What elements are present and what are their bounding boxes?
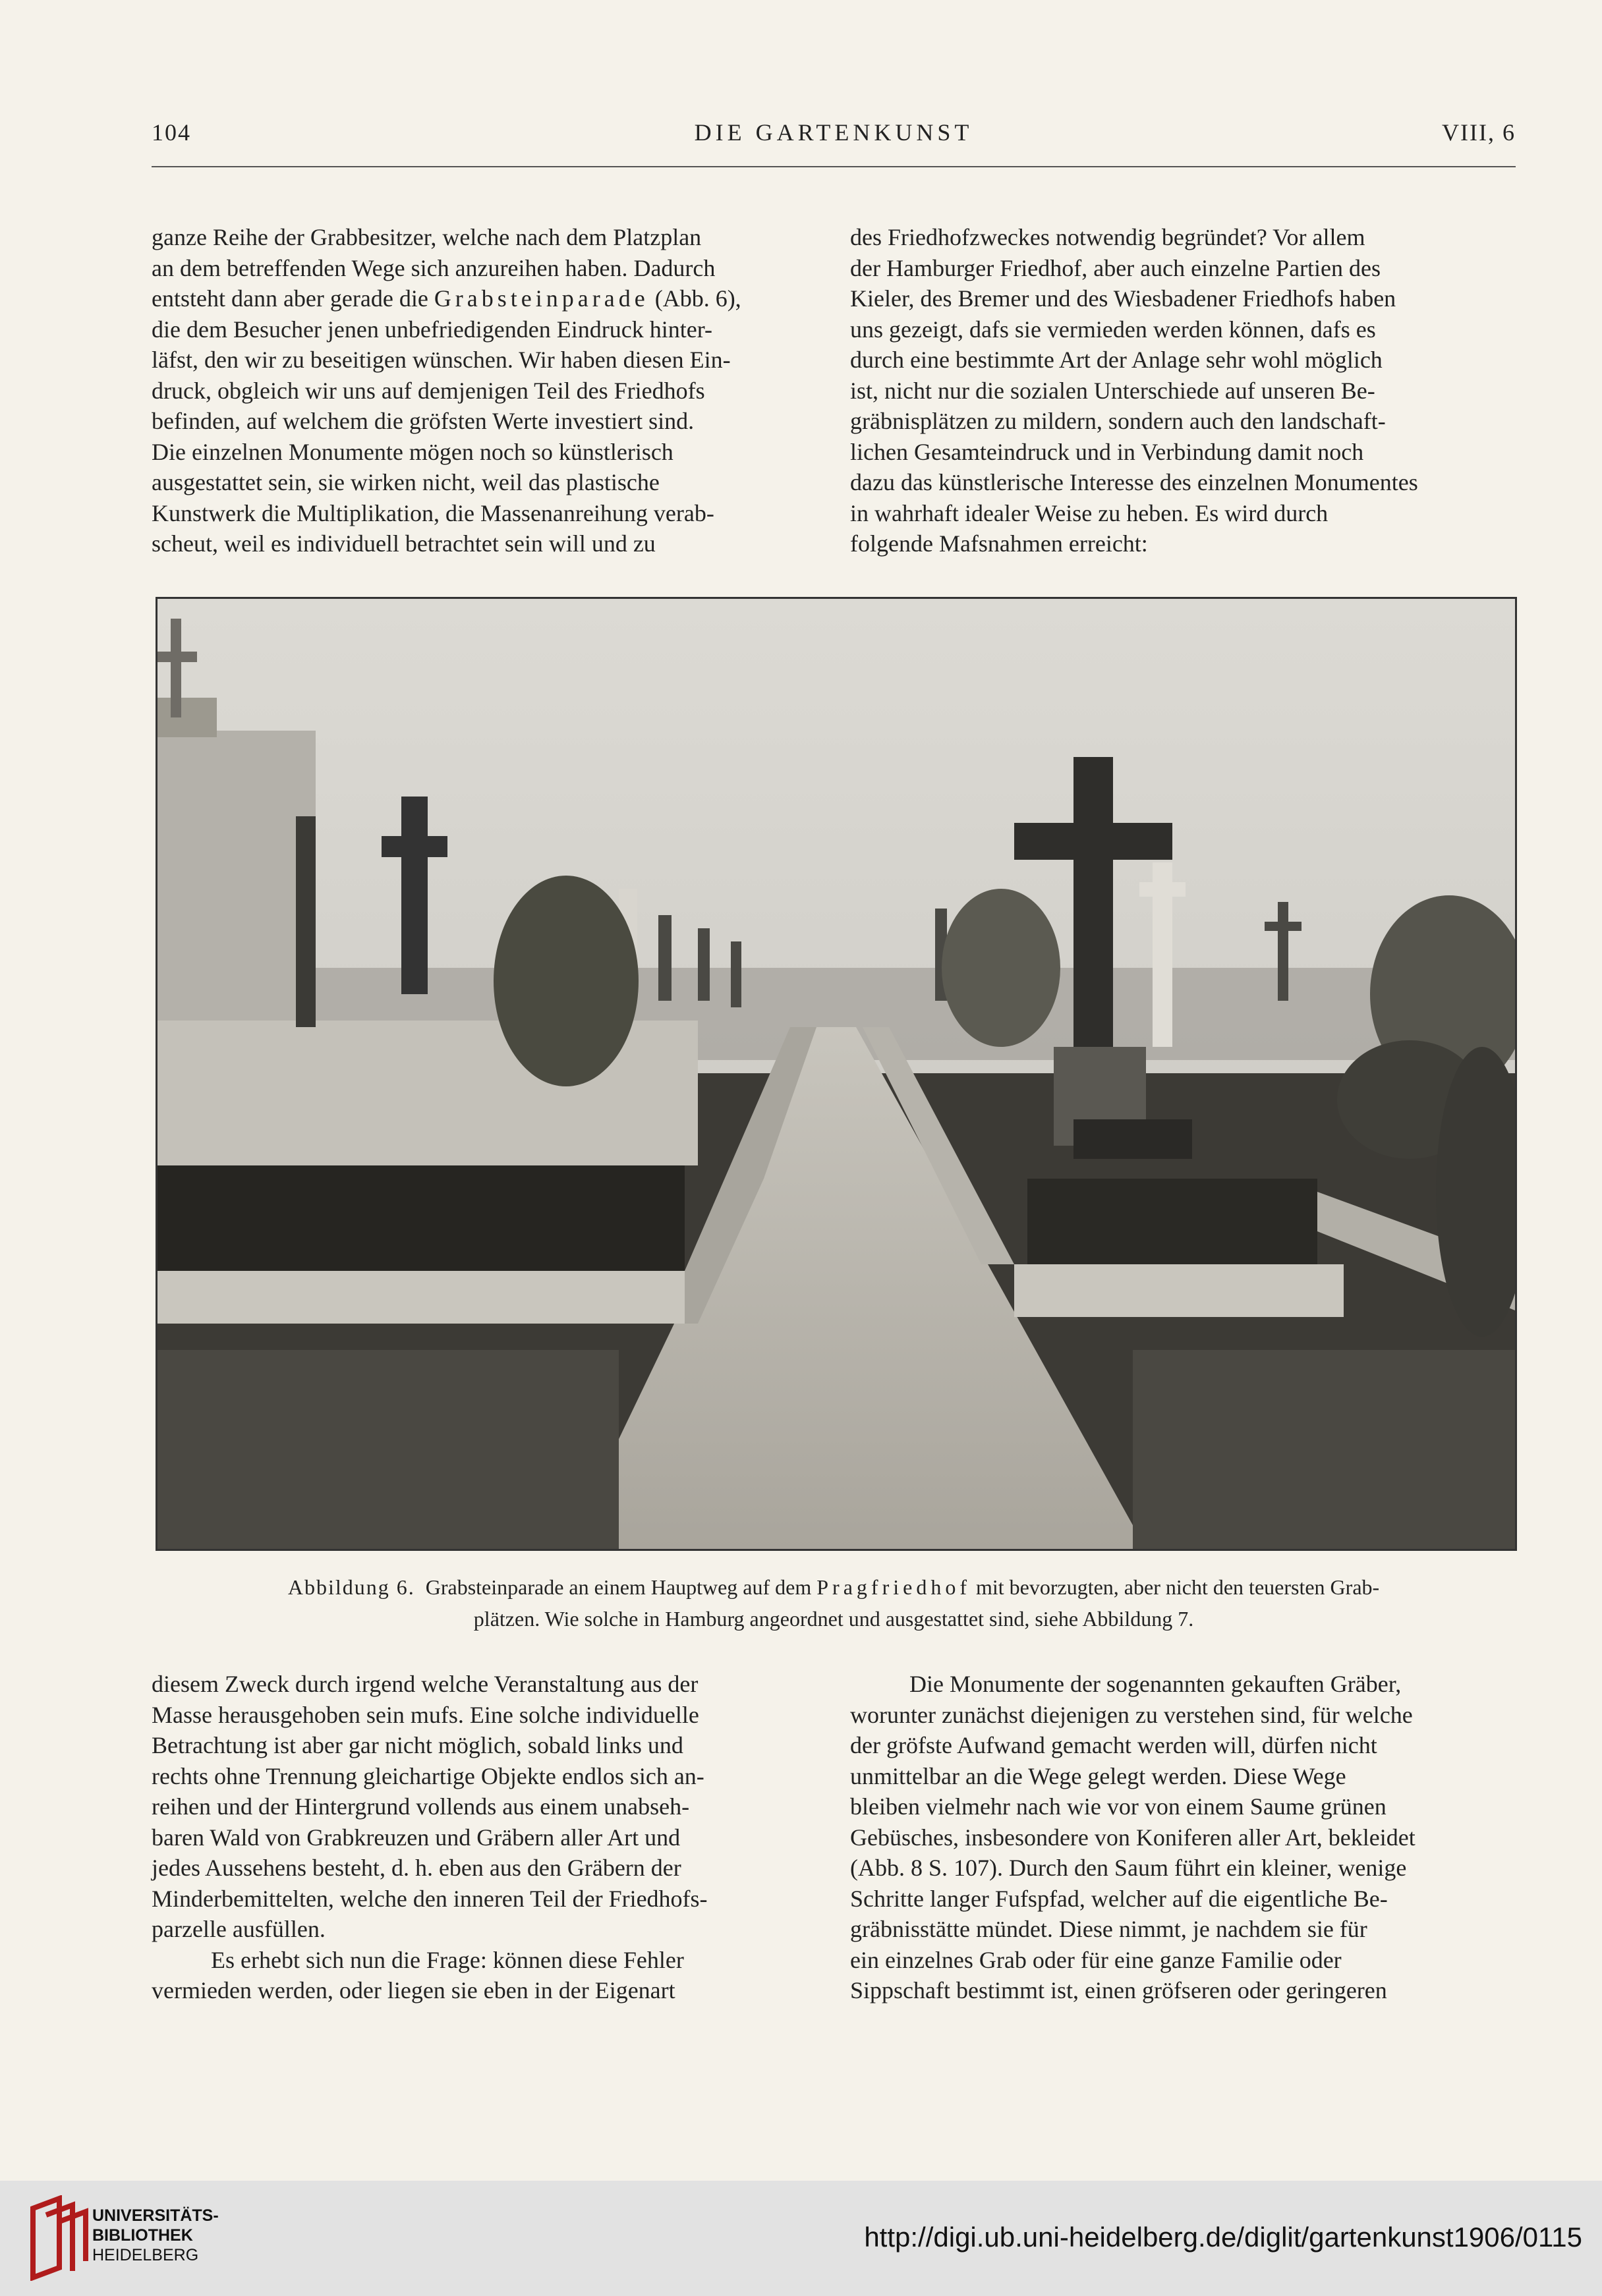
text-line: uns gezeigt, dafs sie vermieden werden können, dafs es [850,316,1376,343]
column-top-left [152,222,817,559]
text-line: reihen und der Hintergrund vollends aus einem unabseh- [152,1793,690,1820]
text-line: ist, nicht nur die sozialen Unterschiede auf unseren Be- [850,377,1375,404]
text-line: Minderbemittelten, welche den inneren Teil der Friedhofs- [152,1885,708,1912]
text-line: lichen Gesamteindruck und in Verbindung damit noch [850,438,1364,465]
text-line: ganze Reihe der Grabbesitzer, welche nach dem Platzplan [152,224,702,250]
text-line: durch eine bestimmte Art der Anlage sehr wohl möglich [850,347,1383,373]
column-top-right [850,222,1516,559]
text-line: scheut, weil es individuell betrachtet sein will und zu [152,530,656,557]
permalink-url[interactable]: http://digi.ub.uni-heidelberg.de/diglit/gartenkunst1906/0115 [864,2222,1582,2253]
caption-place: Pragfriedhof [816,1575,971,1599]
text-line: unmittelbar an die Wege gelegt werden. Diese Wege [850,1762,1346,1789]
column-bottom-left [152,1669,817,2006]
text-line: druck, obgleich wir uns auf demjenigen Teil des Friedhofs [152,377,705,404]
text-line: jedes Aussehens besteht, d. h. eben aus den Gräbern der [152,1855,681,1881]
text-line: Kunstwerk die Multiplikation, die Massenanreihung verab- [152,499,714,526]
caption-line-1: Abbildung 6. Grabsteinparade an einem Hauptweg auf dem Pragfriedhof mit bevorzugten, aber nicht den teuersten Grab- [287,1575,1380,1599]
text-line: befinden, auf welchem die gröfsten Werte investiert sind. [152,408,695,434]
emphasis-grabsteinparade: Grabsteinparade [434,285,649,312]
text-line: Betrachtung ist aber gar nicht möglich, sobald links und [152,1732,683,1758]
text-line: diesem Zweck durch irgend welche Veranstaltung aus der [152,1671,699,1697]
caption-label: Abbildung 6. [287,1575,415,1599]
caption-line-2: plätzen. Wie solche in Hamburg angeordnet und ausgestattet sind, siehe Abbildung 7. [473,1607,1194,1631]
text-line: Kieler, des Bremer und des Wiesbadener Friedhofs haben [850,285,1396,312]
text-line: Gebüsches, insbesondere von Koniferen aller Art, bekleidet [850,1824,1416,1851]
text-line: in wahrhaft idealer Weise zu heben. Es wird durch [850,499,1329,526]
text-line: der Hamburger Friedhof, aber auch einzelne Partien des [850,254,1381,281]
text-line: baren Wald von Grabkreuzen und Gräbern aller Art und [152,1824,681,1851]
text-line: Es erhebt sich nun die Frage: können diese Fehler [211,1946,684,1973]
library-footer [0,2181,1602,2296]
text-line: folgende Mafsnahmen erreicht: [850,530,1148,557]
text-line: gräbnisstätte mündet. Diese nimmt, je nachdem sie für [850,1916,1367,1942]
photo-illustration [157,599,1515,1549]
text-line: Masse herausgehoben sein mufs. Eine solche individuelle [152,1701,699,1728]
library-name: UNIVERSITÄTS- BIBLIOTHEK HEIDELBERG [92,2206,219,2264]
text-line: Die Monumente der sogenannten gekauften Gräber, [909,1671,1402,1697]
text-line: ausgestattet sein, sie wirken nicht, weil das plastische [152,469,660,495]
cemetery-photograph [156,597,1517,1551]
text-line: parzelle ausfüllen. [152,1916,326,1942]
text-line: rechts ohne Trennung gleichartige Objekte endlos sich an- [152,1762,704,1789]
text-line: vermieden werden, oder liegen sie eben in der Eigenart [152,1977,675,2003]
text-line: die dem Besucher jenen unbefriedigenden Eindruck hinter- [152,316,712,343]
text-line: Schritte langer Fufspfad, welcher auf die eigentliche Be- [850,1885,1388,1912]
text-line: Sippschaft bestimmt ist, einen gröfseren oder geringeren [850,1977,1387,2003]
column-bottom-right [850,1669,1516,2006]
text-line: läfst, den wir zu beseitigen wünschen. Wir haben diesen Ein- [152,347,731,373]
journal-title: DIE GARTENKUNST [694,119,973,146]
text-line: ein einzelnes Grab oder für eine ganze Familie oder [850,1946,1342,1973]
page-number: 104 [152,119,191,146]
figure-caption [152,1571,1516,1635]
text-line: entsteht dann aber gerade die Grabsteinparade (Abb. 6), [152,285,741,312]
text-line: an dem betreffenden Wege sich anzureihen haben. Dadurch [152,254,716,281]
text-line: gräbnisplätzen zu mildern, sondern auch den landschaft- [850,408,1386,434]
header-rule [152,166,1516,167]
university-library-logo-icon [20,2195,92,2281]
volume-issue: VIII, 6 [1442,119,1516,146]
text-line: des Friedhofzweckes notwendig begründet? Vor allem [850,224,1365,250]
text-line: Die einzelnen Monumente mögen noch so künstlerisch [152,438,673,465]
text-line: (Abb. 8 S. 107). Durch den Saum führt ein kleiner, wenige [850,1855,1407,1881]
text-line: dazu das künstlerische Interesse des einzelnen Monumentes [850,469,1418,495]
running-head [152,119,1516,152]
text-line: bleiben vielmehr nach wie vor von einem Saume grünen [850,1793,1387,1820]
text-line: worunter zunächst diejenigen zu verstehen sind, für welche [850,1701,1413,1728]
text-line: der gröfste Aufwand gemacht werden will, dürfen nicht [850,1732,1377,1758]
